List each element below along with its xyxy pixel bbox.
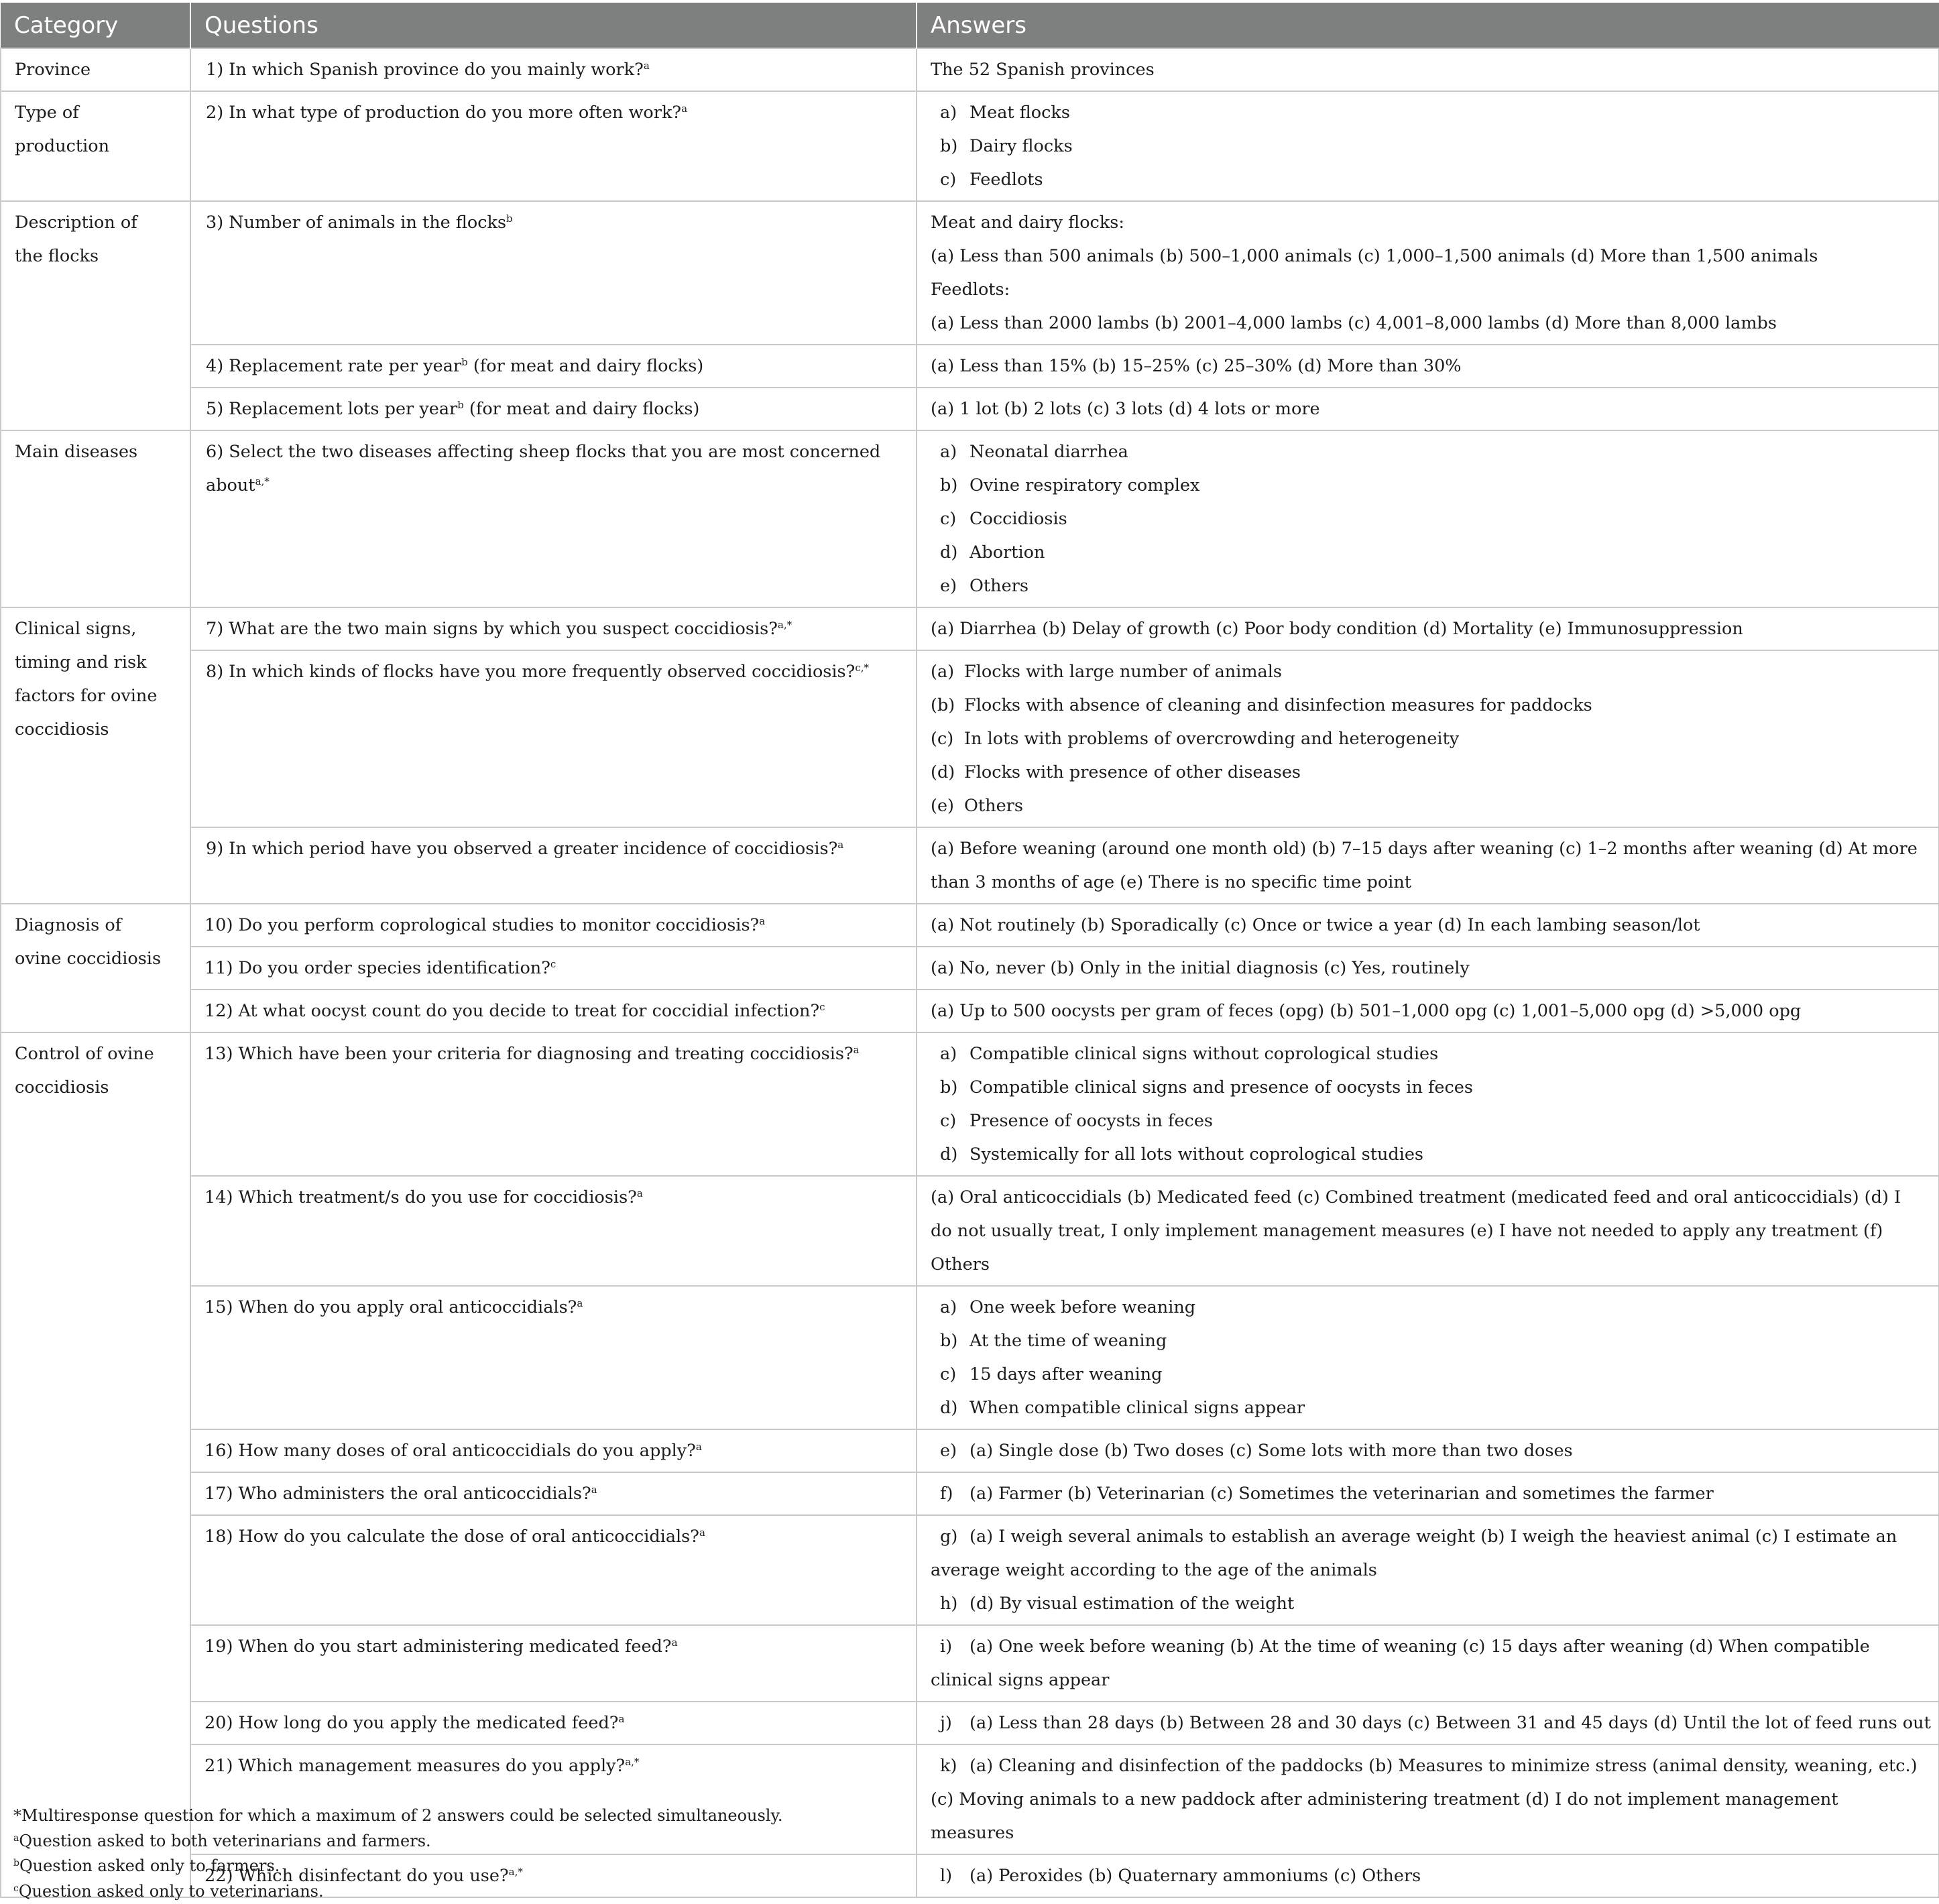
question-cell: 8) In which kinds of flocks have you more frequently observed coccidiosis?$^{c,*}$ [190, 650, 917, 827]
answer-option: a) Meat flocks [931, 96, 1926, 129]
question-cell: 4) Replacement rate per year$^b$ (for meat and dairy flocks) [190, 345, 917, 388]
table-row [1, 1625, 1939, 1702]
answer-option: k) (a) Cleaning and disinfection of the paddocks (b) Measures to minimize stress (animal density, weaning, etc.) (c) Moving animals to a new paddock after administering treatment (d) I do not implement management measures [931, 1749, 1926, 1850]
question-cell: 16) How many doses of oral anticoccidials do you apply?$^a$ [190, 1429, 917, 1472]
table-row [1, 904, 1939, 947]
question-cell: 12) At what oocyst count do you decide to treat for coccidial infection?$^c$ [190, 990, 917, 1032]
question-cell: 19) When do you start administering medicated feed?$^a$ [190, 1625, 917, 1702]
answer-option: e) Others [931, 569, 1926, 603]
answer-option: f) (a) Farmer (b) Veterinarian (c) Sometimes the veterinarian and sometimes the farmer [931, 1477, 1926, 1510]
answer-cell [917, 1472, 1939, 1515]
question-cell: 5) Replacement lots per year$^b$ (for meat and dairy flocks) [190, 388, 917, 430]
answer-option: b) Compatible clinical signs and presence of oocysts in feces [931, 1071, 1926, 1104]
question-cell: 11) Do you order species identification?$^c$ [190, 947, 917, 990]
answer-cell: (a) Up to 500 oocysts per gram of feces (opg) (b) 501–1,000 opg (c) 1,001–5,000 opg (d) >5,000 opg [917, 990, 1939, 1032]
question-cell: 1) In which Spanish province do you mainly work?$^a$ [190, 48, 917, 91]
table-row [1, 201, 1939, 345]
answer-cell: (a) Oral anticoccidials (b) Medicated feed (c) Combined treatment (medicated feed and oral anticoccidials) (d) I do not usually treat, I only implement management measures (e) I have not needed to apply any treatment (f) Others [917, 1176, 1939, 1286]
answer-option: c) Presence of oocysts in feces [931, 1104, 1926, 1138]
category-cell: Province [1, 48, 190, 91]
answer-option: c) Coccidiosis [931, 502, 1926, 536]
answer-option: b) Ovine respiratory complex [931, 469, 1926, 502]
answer-option: (a) Flocks with large number of animals [931, 655, 1926, 689]
header-answers: Answers [917, 3, 1939, 48]
table-row [1, 1286, 1939, 1429]
question-cell: 21) Which management measures do you apply?$^{a,*}$ [190, 1744, 917, 1854]
answer-option: a) Compatible clinical signs without coprological studies [931, 1037, 1926, 1071]
answer-option: j) (a) Less than 28 days (b) Between 28 and 30 days (c) Between 31 and 45 days (d) Until the lot of feed runs out [931, 1706, 1926, 1740]
question-cell: 6) Select the two diseases affecting sheep flocks that you are most concerned about$^{a,*}$ [190, 430, 917, 607]
question-cell: 17) Who administers the oral anticoccidials?$^a$ [190, 1472, 917, 1515]
answer-option: l) (a) Peroxides (b) Quaternary ammoniums (c) Others [931, 1859, 1926, 1893]
answer-option: g) (a) I weigh several animals to establish an average weight (b) I weigh the heaviest animal (c) I estimate an average weight according to the age of the animals [931, 1520, 1926, 1587]
answer-cell [917, 1702, 1939, 1744]
question-cell: 9) In which period have you observed a greater incidence of coccidiosis?$^a$ [190, 827, 917, 904]
answer-option: c) 15 days after weaning [931, 1358, 1926, 1391]
answer-option: (c) In lots with problems of overcrowding and heterogeneity [931, 722, 1926, 756]
answer-option: b) Dairy flocks [931, 129, 1926, 163]
header-category: Category [1, 3, 190, 48]
answer-cell: Meat and dairy flocks: (a) Less than 500 animals (b) 500–1,000 animals (c) 1,000–1,500 animals (d) More than 1,500 animals Feedlots: (a) Less than 2000 lambs (b) 2001–4,000 lambs (c) 4,001–8,000 lambs (d) More than 8,000 lambs [917, 201, 1939, 345]
answer-option: i) (a) One week before weaning (b) At the time of weaning (c) 15 days after weaning (d) When compatible clinical signs appear [931, 1630, 1926, 1697]
question-cell: 10) Do you perform coprological studies to monitor coccidiosis?$^a$ [190, 904, 917, 947]
question-cell: 14) Which treatment/s do you use for coccidiosis?$^a$ [190, 1176, 917, 1286]
answer-option: e) (a) Single dose (b) Two doses (c) Some lots with more than two doses [931, 1434, 1926, 1468]
answer-cell [917, 1429, 1939, 1472]
question-cell: 7) What are the two main signs by which you suspect coccidiosis?$^{a,*}$ [190, 607, 917, 650]
answer-cell: The 52 Spanish provinces [917, 48, 1939, 91]
answer-cell [917, 1625, 1939, 1702]
answer-cell [917, 1744, 1939, 1854]
category-cell: Type of production [1, 91, 190, 201]
table-row [1, 650, 1939, 827]
answer-cell: (a) Less than 15% (b) 15–25% (c) 25–30% (d) More than 30% [917, 345, 1939, 388]
category-cell: Main diseases [1, 430, 190, 607]
answer-cell: (a) 1 lot (b) 2 lots (c) 3 lots (d) 4 lots or more [917, 388, 1939, 430]
table-row [1, 388, 1939, 430]
answer-option: h) (d) By visual estimation of the weight [931, 1587, 1926, 1620]
table-row [1, 947, 1939, 990]
question-cell: 2) In what type of production do you more often work?$^a$ [190, 91, 917, 201]
category-cell: Diagnosis of ovine coccidiosis [1, 904, 190, 1032]
answer-cell: (a) Before weaning (around one month old) (b) 7–15 days after weaning (c) 1–2 months after weaning (d) At more than 3 months of age (e) There is no specific time point [917, 827, 1939, 904]
table-row [1, 430, 1939, 607]
table-row [1, 990, 1939, 1032]
answer-cell [917, 1854, 1939, 1897]
question-cell: 15) When do you apply oral anticoccidials?$^a$ [190, 1286, 917, 1429]
answer-cell [917, 430, 1939, 607]
table-row [1, 1515, 1939, 1625]
answer-cell [917, 1515, 1939, 1625]
table-row [1, 1176, 1939, 1286]
category-cell: Clinical signs, timing and risk factors for ovine coccidiosis [1, 607, 190, 904]
answer-option: b) At the time of weaning [931, 1324, 1926, 1358]
questionnaire-table [0, 3, 1939, 1898]
footnote-c: $^c$Question asked only to veterinarians. [13, 1879, 782, 1904]
answer-option: (b) Flocks with absence of cleaning and disinfection measures for paddocks [931, 689, 1926, 722]
answer-cell [917, 91, 1939, 201]
table-row [1, 1032, 1939, 1176]
answer-option: d) Abortion [931, 536, 1926, 569]
header-row [1, 3, 1939, 48]
answer-option: c) Feedlots [931, 163, 1926, 196]
question-cell: 22) Which disinfectant do you use?$^{a,*}$ [190, 1854, 917, 1897]
answer-option: d) Systemically for all lots without coprological studies [931, 1138, 1926, 1171]
category-cell: Control of ovine coccidiosis [1, 1032, 190, 1897]
table-footnotes [13, 1803, 782, 1904]
table-row [1, 91, 1939, 201]
answer-cell: (a) Not routinely (b) Sporadically (c) Once or twice a year (d) In each lambing season/lot [917, 904, 1939, 947]
answer-option: a) One week before weaning [931, 1291, 1926, 1324]
answer-option: a) Neonatal diarrhea [931, 435, 1926, 469]
answer-option: d) When compatible clinical signs appear [931, 1391, 1926, 1425]
answer-cell [917, 1286, 1939, 1429]
answer-cell [917, 650, 1939, 827]
table-row [1, 48, 1939, 91]
header-questions: Questions [190, 3, 917, 48]
answer-option: (d) Flocks with presence of other diseases [931, 756, 1926, 789]
table-row [1, 1429, 1939, 1472]
table-row [1, 827, 1939, 904]
answer-cell: (a) Diarrhea (b) Delay of growth (c) Poor body condition (d) Mortality (e) Immunosuppression [917, 607, 1939, 650]
table-row [1, 345, 1939, 388]
question-cell: 20) How long do you apply the medicated feed?$^a$ [190, 1702, 917, 1744]
answer-cell [917, 1032, 1939, 1176]
category-cell: Description of the flocks [1, 201, 190, 430]
footnote-star: *Multiresponse question for which a maximum of 2 answers could be selected simultaneously. [13, 1803, 782, 1829]
answer-cell: (a) No, never (b) Only in the initial diagnosis (c) Yes, routinely [917, 947, 1939, 990]
footnote-a: $^a$Question asked to both veterinarians and farmers. [13, 1829, 782, 1854]
table-row [1, 1472, 1939, 1515]
question-cell: 13) Which have been your criteria for diagnosing and treating coccidiosis?$^a$ [190, 1032, 917, 1176]
question-cell: 3) Number of animals in the flocks$^b$ [190, 201, 917, 345]
question-cell: 18) How do you calculate the dose of oral anticoccidials?$^a$ [190, 1515, 917, 1625]
answer-option: (e) Others [931, 789, 1926, 823]
table-row [1, 1702, 1939, 1744]
footnote-b: $^b$Question asked only to farmers. [13, 1854, 782, 1879]
table-row [1, 607, 1939, 650]
